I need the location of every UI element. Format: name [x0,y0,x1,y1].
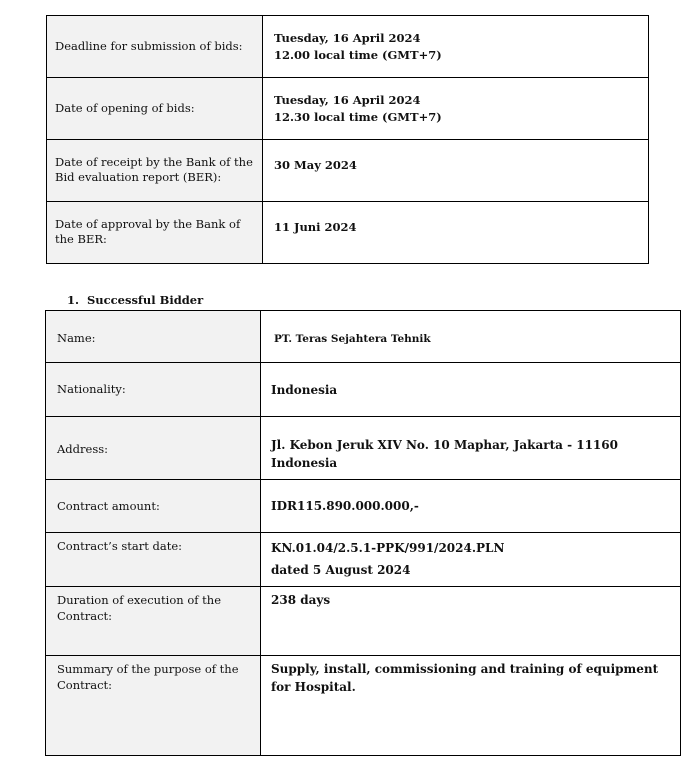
table-row [46,656,681,756]
deadline-value-cell [263,16,649,78]
ber-receipt-value-cell [263,140,649,202]
duration-label: Duration of execution of the Contract: [57,593,221,623]
contract-date: dated 5 August 2024 [271,563,411,577]
nationality-value-cell [261,363,681,417]
ber-receipt-date: 30 May 2024 [274,158,357,172]
opening-value-cell [263,78,649,140]
ber-receipt-label-cell [47,140,263,202]
section-number: 1. [67,293,80,307]
nationality-label: Nationality: [57,382,126,396]
start-value-cell [261,533,681,587]
opening-date: Tuesday, 16 April 2024 [274,92,421,107]
summary-label-cell [46,656,261,756]
table-row [47,202,649,264]
contract-amount: IDR115.890.000.000,- [271,499,419,513]
name-label: Name: [57,331,96,345]
start-date-label: Contract’s start date: [57,539,183,553]
start-label-cell [46,533,261,587]
contract-duration: 238 days [271,593,331,607]
ber-approval-label-cell [47,202,263,264]
deadline-date: Tuesday, 16 April 2024 [274,30,421,45]
amount-value-cell [261,480,681,533]
contract-summary: Supply, install, commissioning and training of equipment for Hospital. [271,662,659,694]
table-row [46,533,681,587]
nationality-label-cell [46,363,261,417]
successful-bidder-table [45,310,681,756]
section-title: Successful Bidder [87,293,204,307]
table-row [46,311,681,363]
table-row [47,140,649,202]
opening-time: 12.30 local time (GMT+7) [274,109,442,124]
table-row [46,417,681,480]
name-value-cell [261,311,681,363]
bidder-address: Jl. Kebon Jeruk XIV No. 10 Maphar, Jakarta - 11160 Indonesia [271,438,618,470]
table-row [46,587,681,656]
address-value-cell [261,417,681,480]
ber-approval-value-cell [263,202,649,264]
summary-value-cell [261,656,681,756]
table-row [47,16,649,78]
opening-label-cell [47,78,263,140]
deadline-label: Deadline for submission of bids: [55,39,243,53]
deadline-time: 12.00 local time (GMT+7) [274,47,442,62]
amount-label: Contract amount: [57,499,160,513]
duration-label-cell [46,587,261,656]
ber-approval-label: Date of approval by the Bank of the BER: [55,217,241,246]
table-row [46,480,681,533]
amount-label-cell [46,480,261,533]
table-row [46,363,681,417]
duration-value-cell [261,587,681,656]
ber-approval-date: 11 Juni 2024 [274,220,357,234]
address-label: Address: [57,442,109,456]
bidder-name: PT. Teras Sejahtera Tehnik [274,333,431,345]
bid-dates-table [46,15,649,264]
table-row [47,78,649,140]
section-heading [67,293,203,307]
summary-label: Summary of the purpose of the Contract: [57,662,239,692]
opening-label: Date of opening of bids: [55,101,195,115]
contract-number: KN.01.04/2.5.1-PPK/991/2024.PLN [271,541,505,555]
deadline-label-cell [47,16,263,78]
address-label-cell [46,417,261,480]
ber-receipt-label: Date of receipt by the Bank of the Bid evaluation report (BER): [55,155,253,184]
bidder-nationality: Indonesia [271,383,338,397]
name-label-cell [46,311,261,363]
